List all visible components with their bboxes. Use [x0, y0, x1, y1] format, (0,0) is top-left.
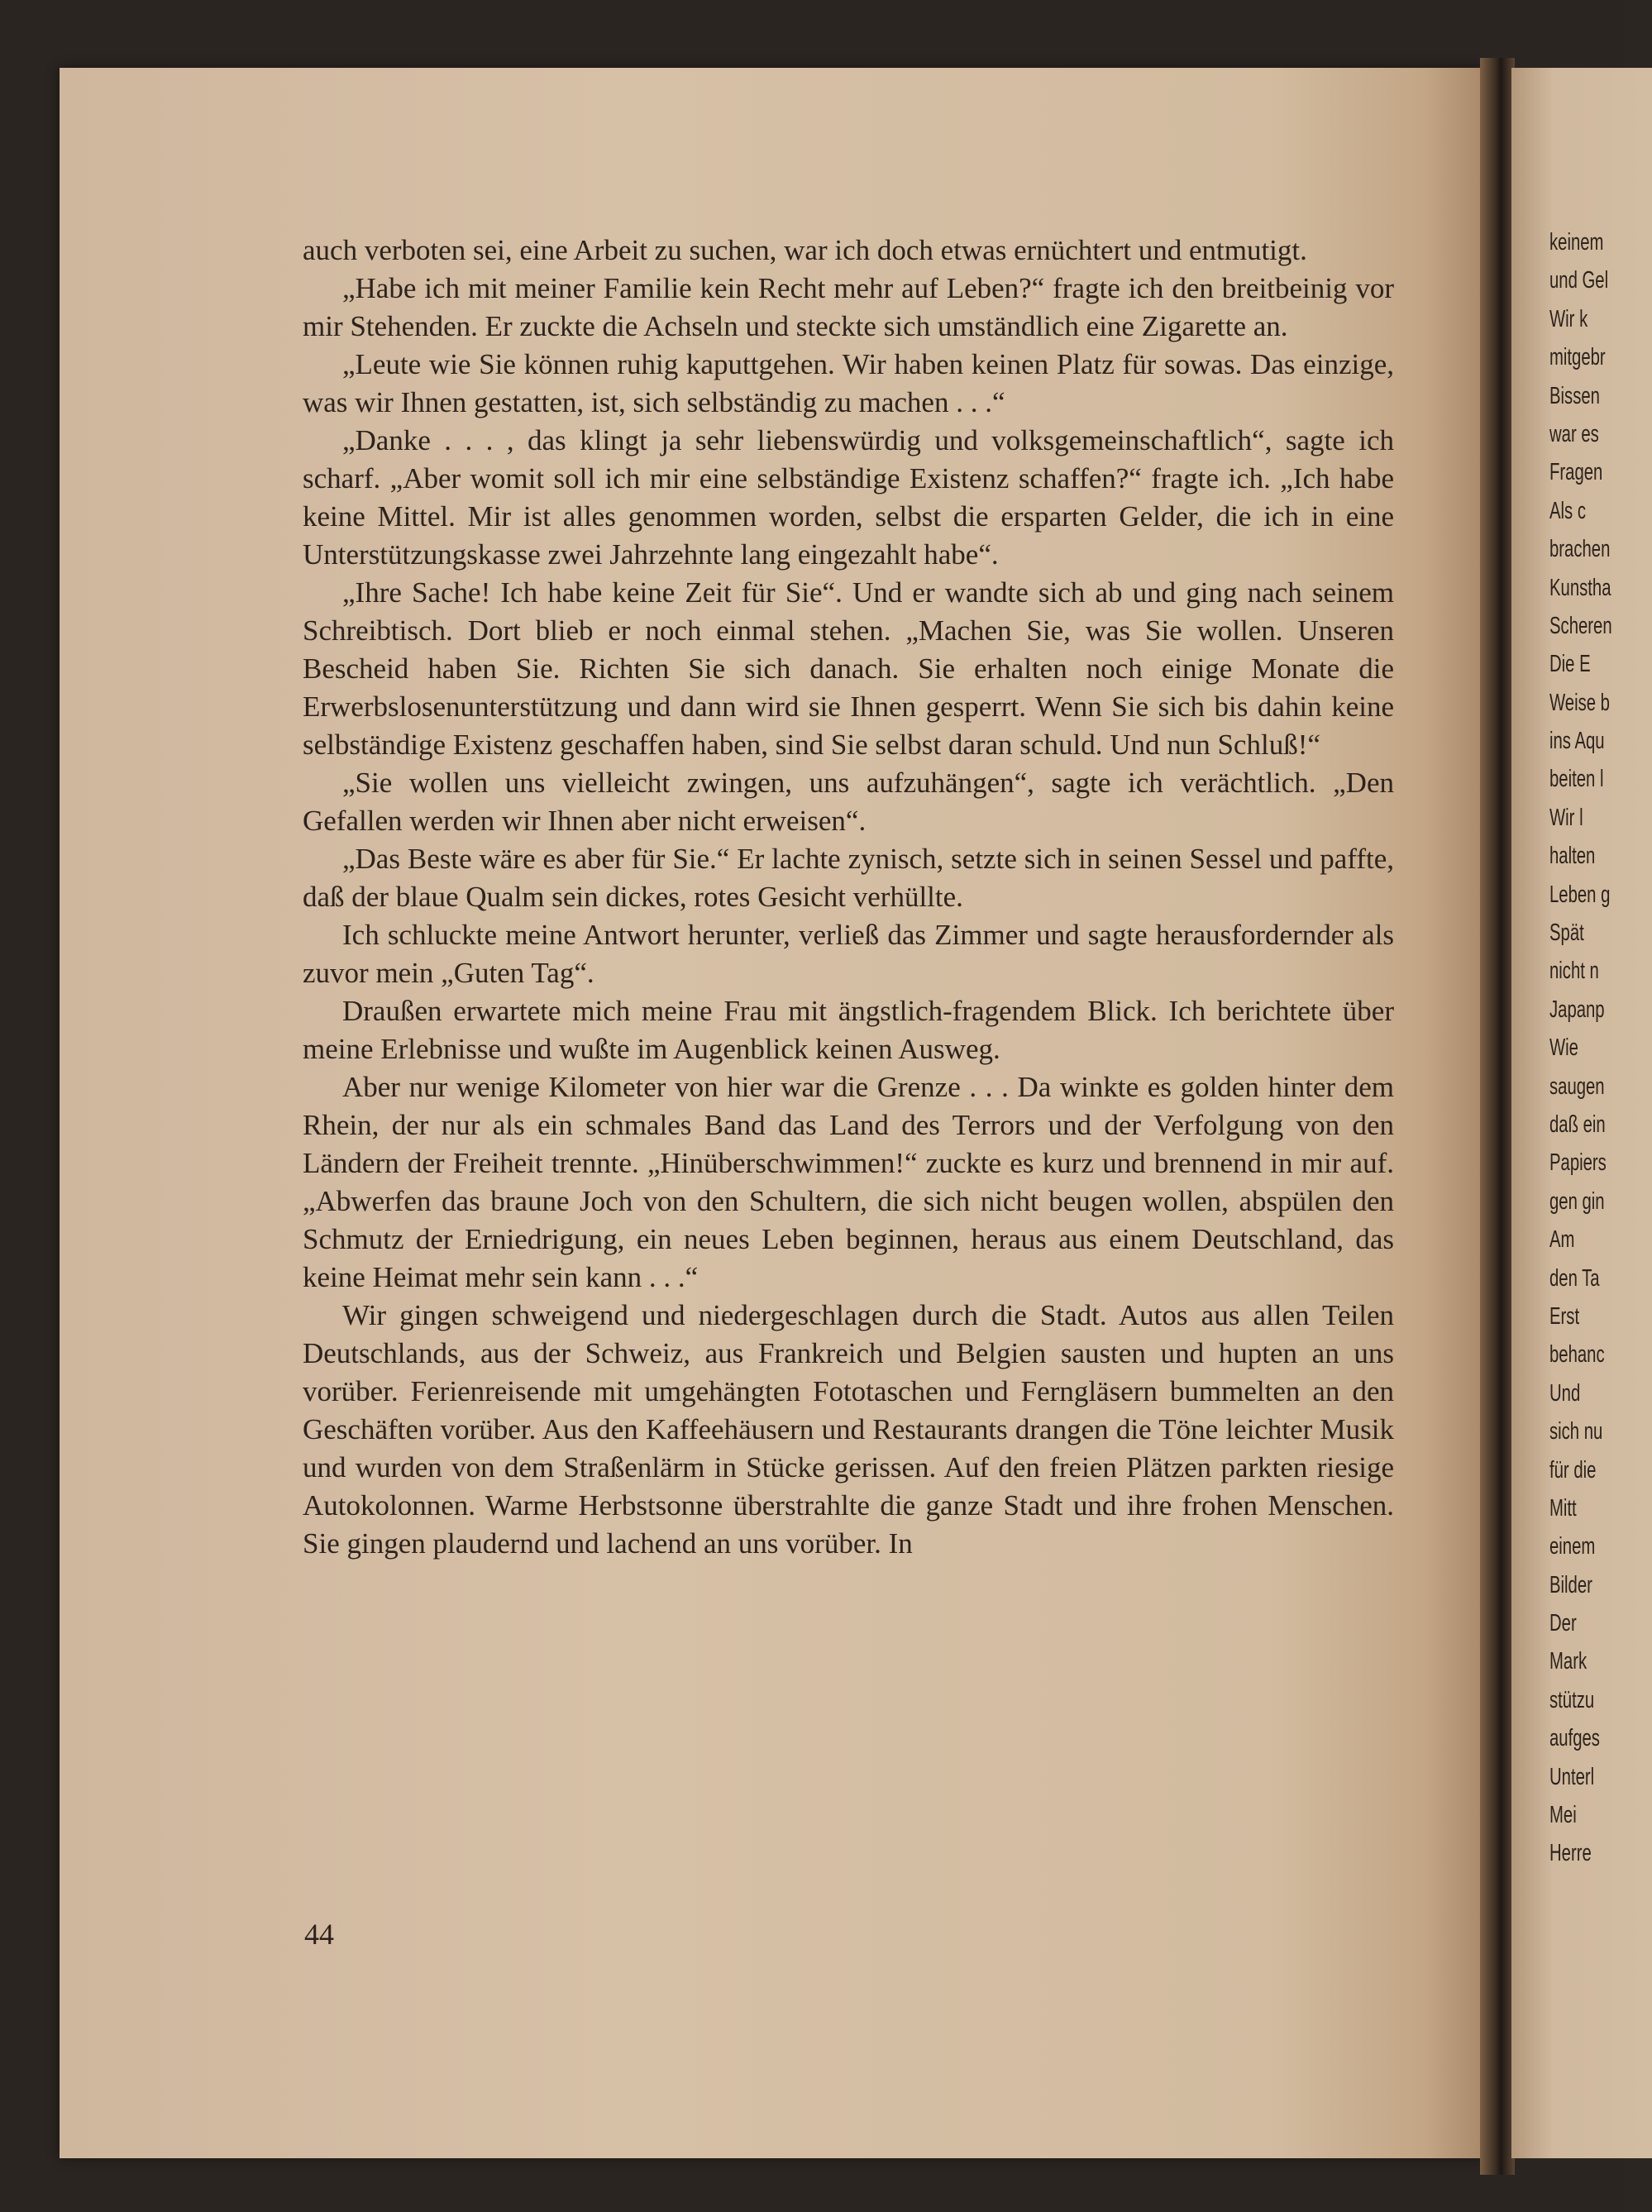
paragraph: Draußen erwartete mich meine Frau mit ängstlich-fragendem Blick. Ich berichtete über meine Erlebnisse und wußte im Augenblick keinen Ausweg.	[303, 995, 1394, 1065]
facing-page-text-fragments	[1549, 223, 1612, 1873]
facing-line: Wir l	[1549, 804, 1583, 831]
facing-line: für die	[1549, 1456, 1597, 1483]
facing-line: Unterl	[1549, 1763, 1595, 1790]
paragraph: „Habe ich mit meiner Familie kein Recht mehr auf Leben?“ fragte ich den breitbeinig vor mir Stehenden. Er zuckte die Achseln und steckte sich umständlich eine Zigarette an.	[303, 272, 1394, 342]
facing-line: Bilder	[1549, 1571, 1592, 1598]
facing-line: gen gin	[1549, 1187, 1605, 1215]
paragraph: Aber nur wenige Kilometer von hier war die Grenze . . . Da winkte es golden hinter dem Rhein, der nur als ein schmales Band das Land des Terrors und der Verfolgung von den Ländern der Freiheit trennte. „Hinüberschwimmen!“ zuckte es kurz und brennend in mir auf. „Abwerfen das braune Joch von den Schultern, die sich nicht beugen wollen, abspülen den Schmutz der Erniedrigung, ein neues Leben beginnen, heraus aus einem Deutschland, das keine Heimat mehr sein kann . . .“	[303, 1071, 1394, 1293]
paragraph: „Das Beste wäre es aber für Sie.“ Er lachte zynisch, setzte sich in seinen Sessel und paffte, daß der blaue Qualm sein dickes, rotes Gesicht verhüllte.	[303, 843, 1394, 913]
book-gutter	[1480, 58, 1515, 2175]
page-number: 44	[304, 1918, 334, 1951]
facing-line: Wir k	[1549, 305, 1588, 332]
facing-line: Am	[1549, 1226, 1575, 1254]
paragraph: Wir gingen schweigend und niedergeschlagen durch die Stadt. Autos aus allen Teilen Deutschlands, aus der Schweiz, aus Frankreich und Belgien sausten und hupten an uns vorüber. Ferienreisende mit umgehängten Fototaschen und Ferngläsern bummelten an den Geschäften vorüber. Aus den Kaffeehäusern und Restaurants drangen die Töne leichter Musik und wurden von dem Straßenlärm in Stücke gerissen. Auf den freien Plätzen parkten riesige Autokolonnen. Warme Herbstsonne überstrahlte die ganze Stadt und ihre frohen Menschen. Sie gingen plaudernd und lachend an uns vorüber. In	[303, 1299, 1394, 1560]
facing-line: Wie	[1549, 1034, 1578, 1062]
paragraph: Ich schluckte meine Antwort herunter, verließ das Zimmer und sagte herausfordernder als zuvor mein „Guten Tag“.	[303, 919, 1394, 989]
facing-line: beiten l	[1549, 766, 1604, 793]
facing-line: daß ein	[1549, 1111, 1606, 1138]
paragraph: „Sie wollen uns vielleicht zwingen, uns aufzuhängen“, sagte ich verächtlich. „Den Gefallen werden wir Ihnen aber nicht erweisen“.	[303, 767, 1394, 837]
facing-line: Mark	[1549, 1648, 1588, 1675]
facing-line: Erst	[1549, 1302, 1580, 1330]
facing-line: brachen	[1549, 536, 1611, 563]
facing-line: Herre	[1549, 1840, 1592, 1867]
facing-line: Die E	[1549, 651, 1591, 678]
paragraph: auch verboten sei, eine Arbeit zu suchen, war ich doch etwas ernüchtert und entmutigt.	[303, 234, 1307, 266]
facing-line: den Ta	[1549, 1264, 1600, 1292]
facing-line: Als c	[1549, 497, 1586, 524]
facing-line: Und	[1549, 1379, 1581, 1407]
facing-line: Leben g	[1549, 881, 1611, 908]
facing-line: stützu	[1549, 1686, 1595, 1713]
facing-line: Mitt	[1549, 1494, 1577, 1522]
facing-line: Fragen	[1549, 459, 1603, 486]
facing-line: mitgebr	[1549, 344, 1606, 371]
facing-line: Kunstha	[1549, 574, 1611, 601]
facing-line: Bissen	[1549, 382, 1600, 409]
page-body-text	[303, 232, 1394, 1563]
facing-line: keinem	[1549, 229, 1604, 256]
facing-line: saugen	[1549, 1073, 1605, 1100]
facing-line: nicht n	[1549, 958, 1599, 985]
facing-line: Der	[1549, 1610, 1577, 1637]
facing-line: Mei	[1549, 1802, 1577, 1829]
facing-line: Weise b	[1549, 689, 1610, 716]
paragraph: „Leute wie Sie können ruhig kaputtgehen. Wir haben keinen Platz für sowas. Das einzige, was wir Ihnen gestatten, ist, sich selbständig zu machen . . .“	[303, 348, 1394, 418]
facing-line: behanc	[1549, 1341, 1605, 1369]
facing-line: Scheren	[1549, 612, 1612, 639]
facing-line: war es	[1549, 420, 1599, 447]
facing-line: Papiers	[1549, 1149, 1607, 1177]
facing-line: Spät	[1549, 920, 1584, 947]
facing-line: einem	[1549, 1533, 1596, 1560]
facing-line: und Gel	[1549, 267, 1609, 294]
facing-line: sich nu	[1549, 1418, 1603, 1445]
facing-line: Japanp	[1549, 996, 1605, 1023]
paragraph: „Danke . . . , das klingt ja sehr liebenswürdig und volksgemeinschaftlich“, sagte ich scharf. „Aber womit soll ich mir eine selbständige Existenz schaffen?“ fragte ich. „Ich habe keine Mittel. Mir ist alles genommen worden, selbst die ersparten Gelder, die ich in eine Unterstützungskasse zwei Jahrzehnte lang eingezahlt habe“.	[303, 424, 1394, 571]
facing-line: aufges	[1549, 1725, 1600, 1752]
paragraph: „Ihre Sache! Ich habe keine Zeit für Sie“. Und er wandte sich ab und ging nach seinem Schreibtisch. Dort blieb er noch einmal stehen. „Machen Sie, was Sie wollen. Unseren Bescheid haben Sie. Richten Sie sich danach. Sie erhalten noch einige Monate die Erwerbslosenunterstützung und dann wird sie Ihnen gesperrt. Wenn Sie sich bis dahin keine selbständige Existenz geschaffen haben, sind Sie selbst daran schuld. Und nun Schluß!“	[303, 576, 1394, 761]
facing-line: halten	[1549, 843, 1596, 870]
facing-line: ins Aqu	[1549, 728, 1605, 755]
